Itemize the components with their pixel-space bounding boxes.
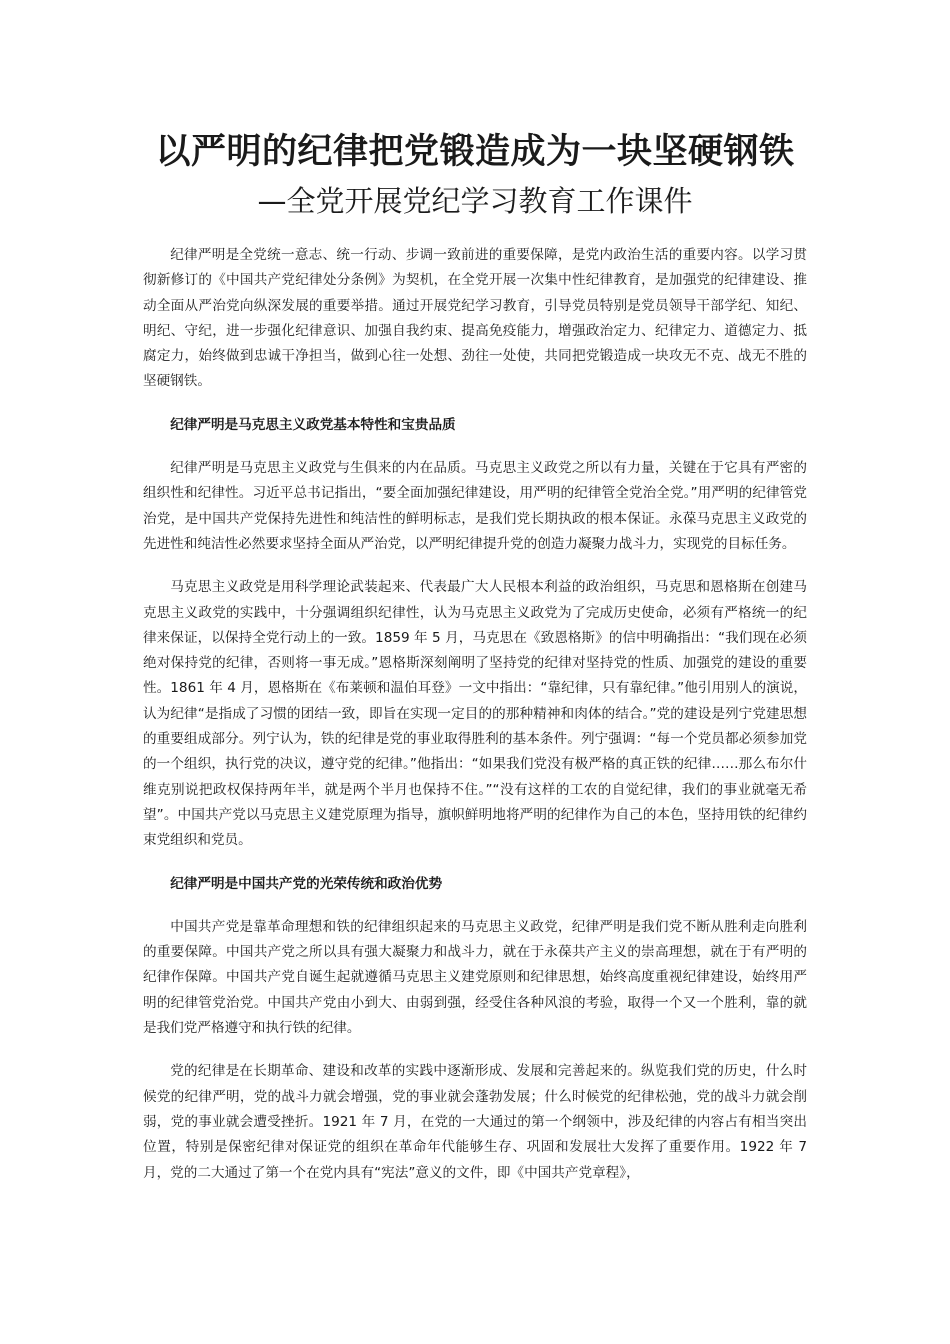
section-2-paragraph-1: 中国共产党是靠革命理想和铁的纪律组织起来的马克思主义政党，纪律严明是我们党不断从胜利走向胜利的重要保障。中国共产党之所以具有强大凝聚力和战斗力，就在于永葆共产主义的崇高理想，就在于有严明的纪律作保障。中国共产党自诞生起就遵循马克思主义建党原则和纪律思想，始终高度重视纪律建设，始终用严明的纪律管党治党。中国共产党由小到大、由弱到强，经受住各种风浪的考验，取得一个又一个胜利，靠的就是我们党严格遵守和执行铁的纪律。	[143, 918, 807, 1037]
document-subtitle: —全党开展党纪学习教育工作课件	[257, 184, 693, 218]
section-heading-1: 纪律严明是马克思主义政党基本特性和宝贵品质	[170, 416, 456, 433]
section-2-paragraph-2: 党的纪律是在长期革命、建设和改革的实践中逐渐形成、发展和完善起来的。纵览我们党的历史，什么时候党的纪律严明，党的战斗力就会增强，党的事业就会蓬勃发展；什么时候党的纪律松弛，党的战斗力就会削弱，党的事业就会遭受挫折。1921 年 7 月，在党的一大通过的第一个纲领中，涉及纪律的内容占有相当突出位置，特别是保密纪律对保证党的组织在革命年代能够生存、巩固和发展壮大发挥了重要作用。1922 年 7 月，党的二大通过了第一个在党内具有“宪法”意义的文件，即《中国共产党章程》，	[143, 1063, 807, 1181]
document-body	[143, 243, 807, 1204]
section-1-paragraph-2: 马克思主义政党是用科学理论武装起来、代表最广大人民根本利益的政治组织，马克思和恩格斯在创建马克思主义政党的实践中，十分强调组织纪律性，认为马克思主义政党为了完成历史使命，必须有严格统一的纪律来保证，以保持全党行动上的一致。1859 年 5 月，马克思在《致恩格斯》的信中明确指出：“我们现在必须绝对保持党的纪律，否则将一事无成。”恩格斯深刻阐明了坚持党的纪律对坚持党的性质、加强党的建设的重要性。1861 年 4 月，恩格斯在《布莱顿和温伯耳登》一文中指出：“靠纪律，只有靠纪律。”他引用别人的演说，认为纪律“是指成了习惯的团结一致，即旨在实现一定目的的那种精神和肉体的结合。”党的建设是列宁党建思想的重要组成部分。列宁认为，铁的纪律是党的事业取得胜利的基本条件。列宁强调：“每一个党员都必须参加党的一个组织，执行党的决议，遵守党的纪律。”他指出：“如果我们党没有极严格的真正铁的纪律……那么布尔什维克别说把政权保持两年半，就是两个半月也保持不住。”“没有这样的工农的自觉纪律，我们的事业就毫无希望”。中国共产党以马克思主义建党原理为指导，旗帜鲜明地将严明的纪律作为自己的本色，坚持用铁的纪律约束党组织和党员。	[143, 579, 807, 849]
section-heading-2: 纪律严明是中国共产党的光荣传统和政治优势	[170, 875, 443, 892]
section-1-paragraph-1: 纪律严明是马克思主义政党与生俱来的内在品质。马克思主义政党之所以有力量，关键在于它具有严密的组织性和纪律性。习近平总书记指出，“要全面加强纪律建设，用严明的纪律管全党治全党。”用严明的纪律管党治党，是中国共产党保持先进性和纯洁性的鲜明标志，是我们党长期执政的根本保证。永葆马克思主义政党的先进性和纯洁性必然要求坚持全面从严治党，以严明纪律提升党的创造力凝聚力战斗力，实现党的目标任务。	[143, 460, 807, 552]
document-title: 以严明的纪律把党锻造成为一块坚硬钢铁	[155, 132, 795, 172]
intro-paragraph: 纪律严明是全党统一意志、统一行动、步调一致前进的重要保障，是党内政治生活的重要内容。以学习贯彻新修订的《中国共产党纪律处分条例》为契机，在全党开展一次集中性纪律教育，是加强党的纪律建设、推动全面从严治党向纵深发展的重要举措。通过开展党纪学习教育，引导党员特别是党员领导干部学纪、知纪、明纪、守纪，进一步强化纪律意识、加强自我约束、提高免疫能力，增强政治定力、纪律定力、道德定力、抵腐定力，始终做到忠诚干净担当，做到心往一处想、劲往一处使，共同把党锻造成一块攻无不克、战无不胜的坚硬钢铁。	[143, 247, 807, 390]
